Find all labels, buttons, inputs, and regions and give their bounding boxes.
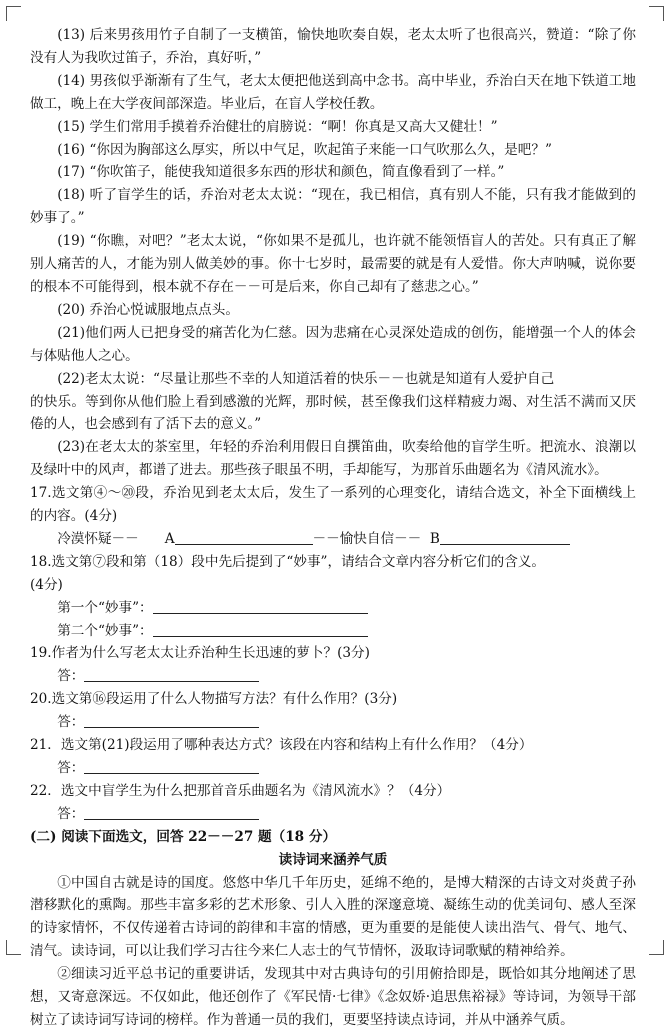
corner-mark-bottom-left bbox=[6, 940, 21, 955]
question-18-stem: 18.选文第⑦段和第（18）段中先后提到了“妙事”，请结合文章内容分析它们的含义。 bbox=[30, 553, 546, 570]
question-22-answer-row bbox=[30, 803, 636, 826]
question-18-first-row bbox=[30, 597, 636, 620]
essay-paragraph-2: ②细读习近平总书记的重要讲话，发现其中对古典诗句的引用俯拾即是，既恰如其分地阐述了思想，又寄意深远。不仅如此，他还创作了《军民情·七律》《念奴娇·追思焦裕禄》等诗词，为领导干部树立了读诗词写诗词的榜样。作为普通一员的我们，更要坚持读点诗词，并从中涵养气质。 bbox=[30, 966, 636, 1028]
q17-seg2: －－愉快自信－－ bbox=[312, 530, 422, 547]
paragraph-14: (14) 男孩似乎渐渐有了生气，老太太便把他送到高中念书。高中毕业，乔治白天在地下铁道工地做工，晚上在大学夜间部深造。毕业后，在盲人学校任教。 bbox=[30, 72, 636, 112]
q17-seg1: 冷漠怀疑－－ bbox=[57, 530, 139, 547]
question-18 bbox=[30, 551, 636, 643]
exam-page bbox=[30, 24, 636, 1032]
q19-answer-blank[interactable] bbox=[84, 667, 259, 682]
question-18-second-row bbox=[30, 620, 636, 643]
essay-paragraph-1: ①中国自古就是诗的国度。悠悠中华几千年历史，延绵不绝的，是博大精深的古诗文对炎黄子孙潜移默化的熏陶。那些丰富多彩的艺术形象、引人入胜的深邃意境、凝练生动的优美词句、感人至深的诗家情怀，不仅传递着古诗词的韵律和丰富的情感，更为重要的是能使人读出浩气、骨气、地气、清气。读诗词，可以让我们学习古往今来仁人志士的气节情怀，汲取诗词歌赋的精神给养。 bbox=[30, 874, 636, 960]
q18-first-blank[interactable] bbox=[153, 599, 368, 614]
q17-label-a: A bbox=[164, 530, 175, 547]
question-17-answer-row bbox=[30, 528, 636, 551]
corner-mark-bottom-right bbox=[649, 940, 664, 955]
paragraph-23: (23)在老太太的茶室里，年轻的乔治利用假日自撰笛曲，吹奏给他的盲学生听。把流水、浪潮以及绿叶中的风声，都谱了进去。那些孩子眼虽不明，手却能写，为那首乐曲题名为《清风流水》。 bbox=[30, 439, 636, 479]
q20-answer-label: 答： bbox=[57, 714, 85, 731]
q18-first-label: 第一个“妙事”： bbox=[57, 599, 153, 616]
q22-answer-label: 答： bbox=[57, 805, 85, 822]
q17-blank-a[interactable] bbox=[175, 530, 313, 545]
paragraph-18: (18) 听了盲学生的话，乔治对老太太说：“现在，我已相信，真有别人不能，只有我才能做到的妙事了。” bbox=[30, 187, 636, 227]
question-21-answer-row bbox=[30, 757, 636, 780]
corner-mark-top-left bbox=[6, 6, 21, 21]
q22-answer-blank[interactable] bbox=[84, 805, 259, 820]
question-21 bbox=[30, 734, 636, 780]
reading-passage bbox=[30, 24, 636, 482]
question-19 bbox=[30, 642, 636, 688]
section-two bbox=[30, 826, 636, 1032]
question-17-stem: 17.选文第④～⑳段，乔治见到老太太后，发生了一系列的心理变化，请结合选文，补全下面横线上的内容。(4分) bbox=[30, 485, 636, 525]
paragraph-21: (21)他们两人已把身受的痛苦化为仁慈。因为悲痛在心灵深处造成的创伤，能增强一个人的体会与体贴他人之心。 bbox=[30, 324, 636, 364]
paragraph-22-continued: 的快乐。等到你从他们脸上看到感激的光辉，那时候，甚至像我们这样精疲力竭、对生活不满而又厌倦的人，也会感到有了活下去的意义。” bbox=[30, 393, 636, 433]
essay-title: 读诗词来涵养气质 bbox=[278, 851, 388, 868]
q20-answer-blank[interactable] bbox=[84, 713, 259, 728]
question-20-stem: 20.选文第⑯段运用了什么人物描写方法？有什么作用？(3分) bbox=[30, 691, 398, 708]
paragraph-17: (17) “你吹笛子，能使我知道很多东西的形状和颜色，简直像看到了一样。” bbox=[57, 164, 505, 181]
question-22-stem: 22．选文中盲学生为什么把那首音乐曲题名为《清风流水》？（4分） bbox=[30, 782, 451, 799]
q19-answer-label: 答： bbox=[57, 668, 85, 685]
q17-label-b: B bbox=[429, 530, 440, 547]
q21-answer-blank[interactable] bbox=[84, 759, 259, 774]
question-20-answer-row bbox=[30, 711, 636, 734]
question-17 bbox=[30, 482, 636, 551]
corner-mark-top-right bbox=[649, 6, 664, 21]
paragraph-16: (16) “你因为胸部这么厚实，所以中气足，吹起笛子来能一口气吹那么久，是吧？” bbox=[57, 141, 552, 158]
q18-second-blank[interactable] bbox=[153, 622, 368, 637]
paragraph-19: (19) “你瞧，对吧？”老太太说，“你如果不是孤儿，也许就不能领悟盲人的苦处。只有真正了解别人痛苦的人，才能为别人做美妙的事。你十七岁时，最需要的就是有人爱惜。你大声呐喊，说你要的根本不可能得到，根本就不存在－－可是后来，你自己却有了慈悲之心。” bbox=[30, 233, 636, 295]
paragraph-15: (15) 学生们常用手摸着乔治健壮的肩膀说：“啊！你真是又高大又健壮！” bbox=[57, 118, 498, 135]
section-two-heading: (二) 阅读下面选文，回答 22－－27 题（18 分） bbox=[30, 828, 337, 845]
question-19-answer-row bbox=[30, 665, 636, 688]
question-21-stem: 21．选文第(21)段运用了哪种表达方式？该段在内容和结构上有什么作用？（4分） bbox=[30, 737, 533, 754]
q18-second-label: 第二个“妙事”： bbox=[57, 622, 153, 639]
question-18-score: (4分) bbox=[30, 576, 63, 593]
q17-blank-b[interactable] bbox=[440, 530, 570, 545]
q21-answer-label: 答： bbox=[57, 760, 85, 776]
paragraph-13: (13) 后来男孩用竹子自制了一支横笛，愉快地吹奏自娱，老太太听了也很高兴，赞道：“除了你没有人为我吹过笛子，乔治，真好听，” bbox=[30, 27, 636, 66]
question-20 bbox=[30, 688, 636, 734]
paragraph-22: (22)老太太说：“尽量让那些不幸的人知道活着的快乐－－也就是知道有人爱护自己 bbox=[57, 370, 555, 387]
question-19-stem: 19.作者为什么写老太太让乔治种生长迅速的萝卜？(3分) bbox=[30, 645, 370, 662]
question-22 bbox=[30, 780, 636, 826]
paragraph-20: (20) 乔治心悦诚服地点点头。 bbox=[57, 301, 239, 318]
